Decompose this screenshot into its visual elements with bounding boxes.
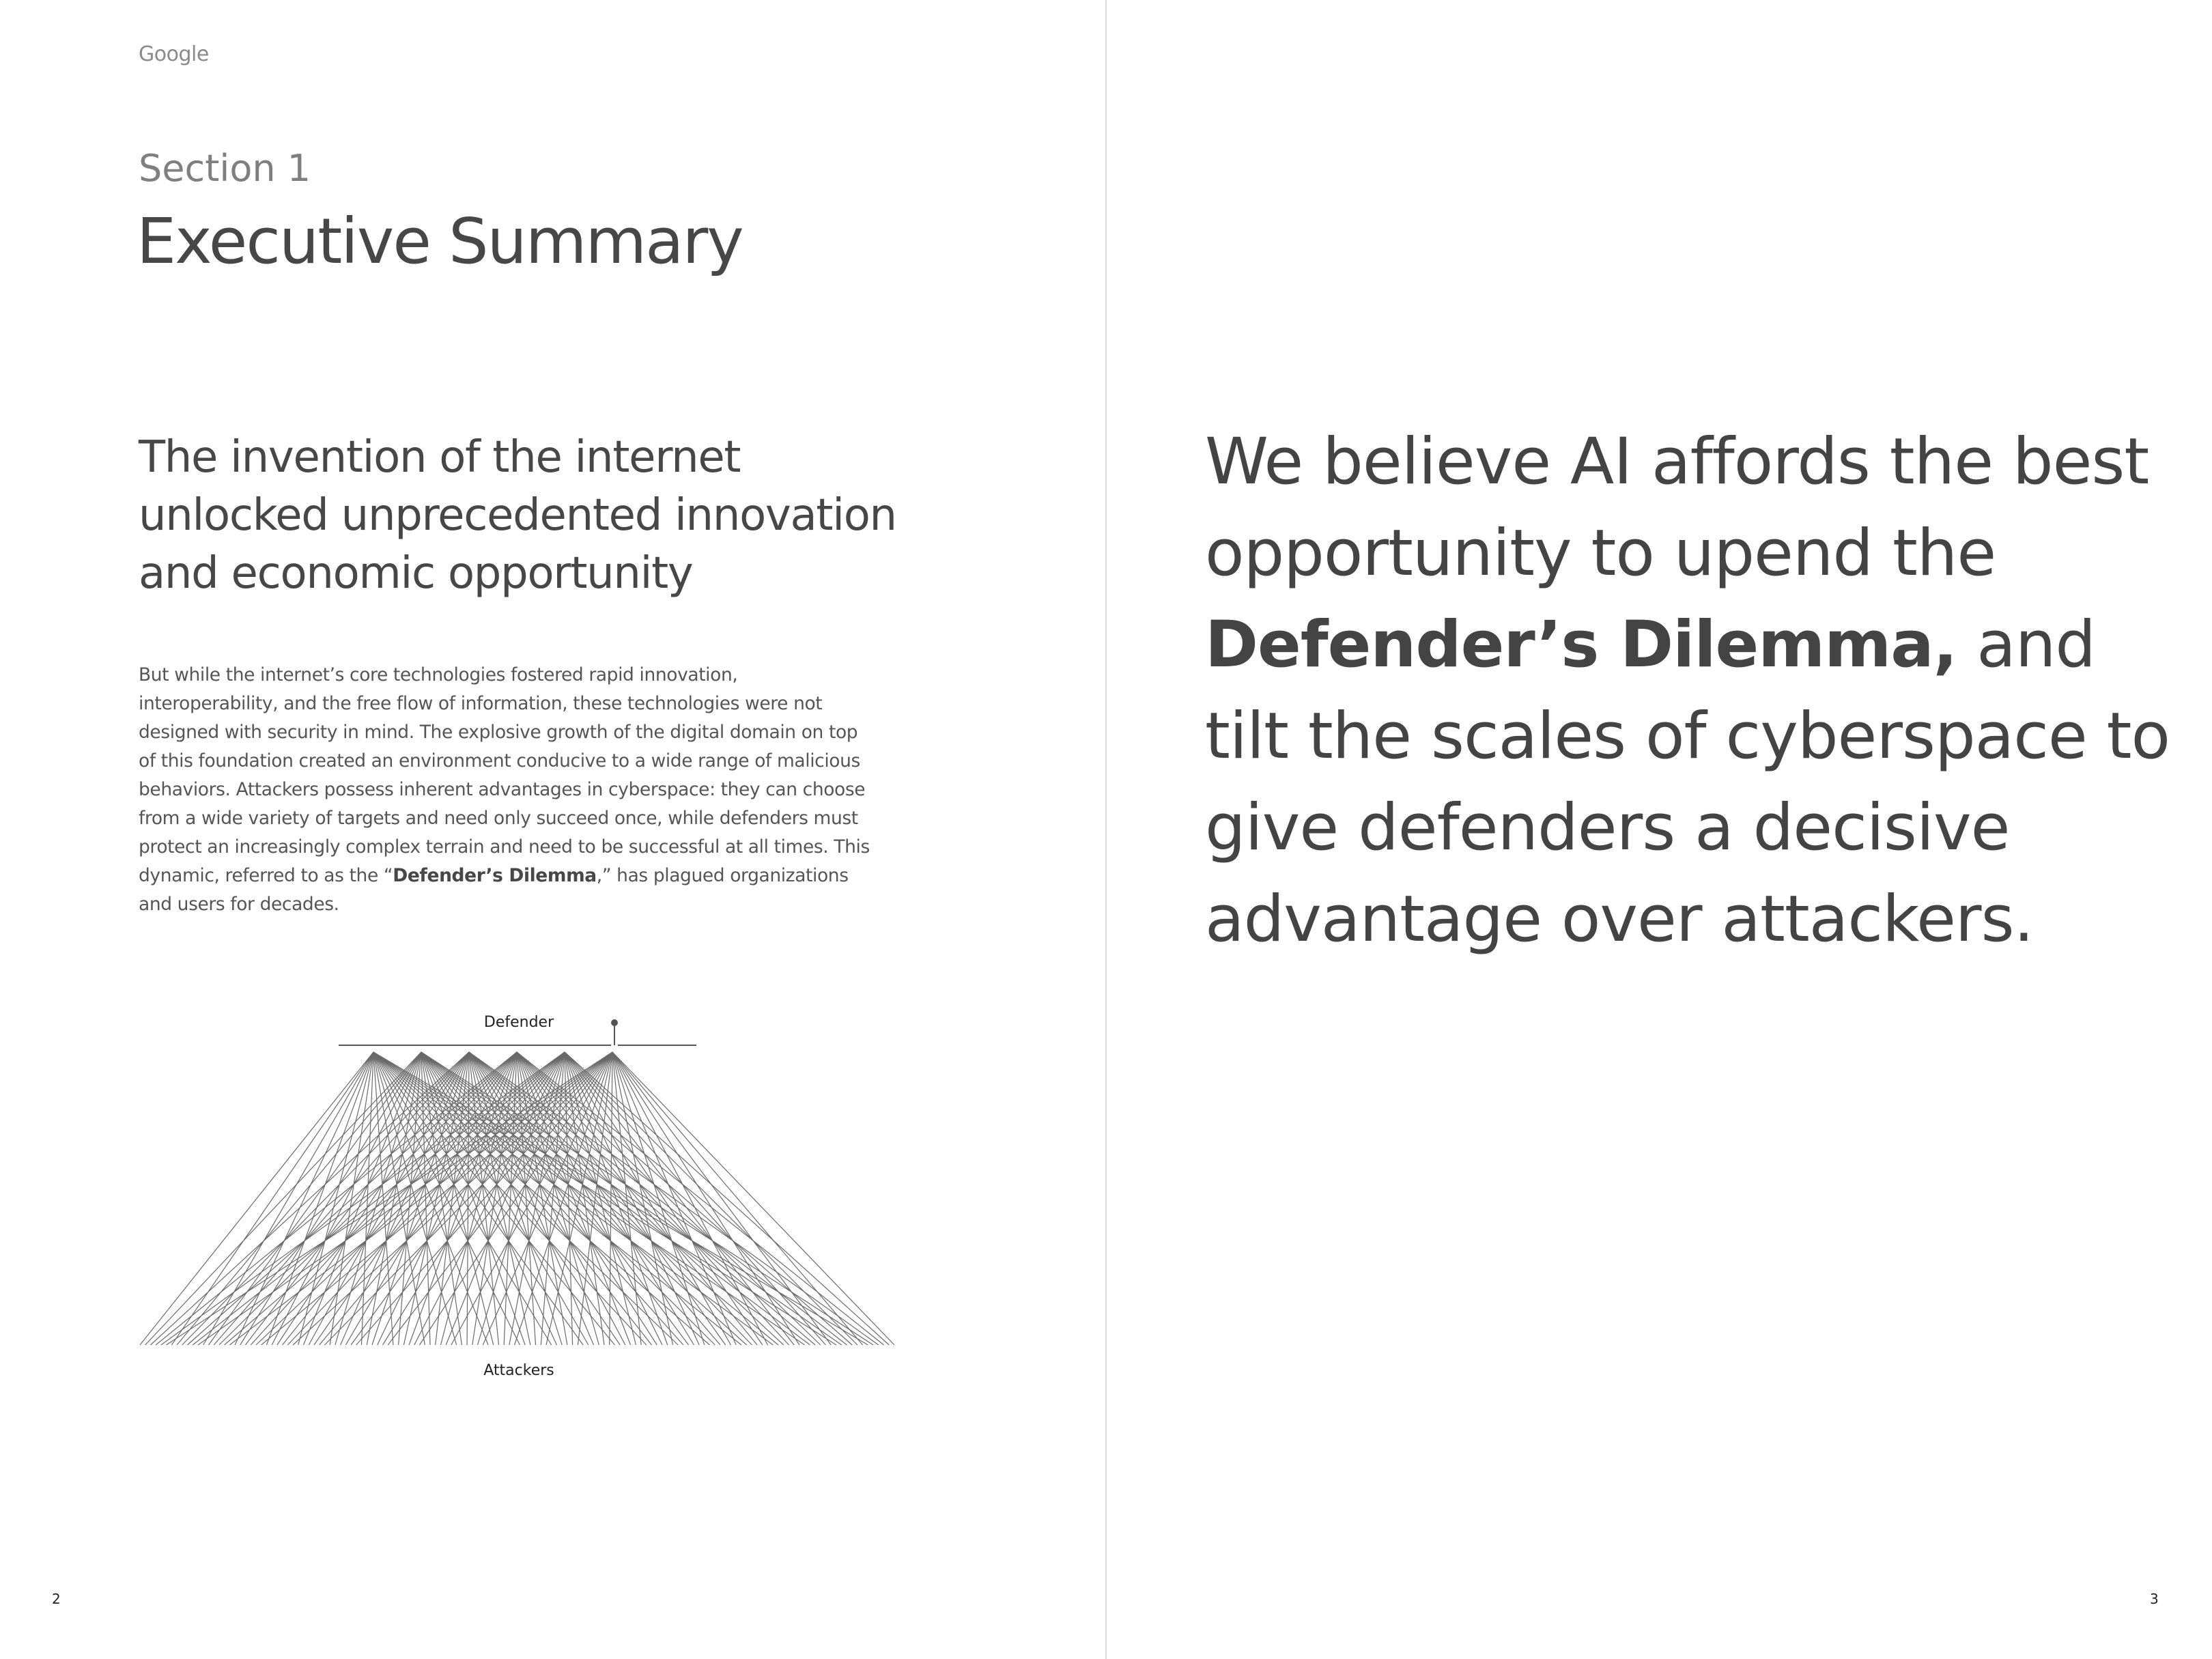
attack-line <box>373 1052 805 1345</box>
attack-line <box>140 1052 373 1345</box>
attack-line <box>517 1052 852 1345</box>
attack-line <box>517 1052 884 1345</box>
attack-line <box>612 1052 894 1345</box>
attack-line <box>612 1052 831 1345</box>
attack-line <box>177 1052 421 1345</box>
page-title: Executive Summary <box>137 205 743 278</box>
attack-lines-group <box>140 1052 894 1345</box>
attack-line <box>469 1052 752 1345</box>
right-page <box>1107 0 2212 1659</box>
attack-line <box>612 1052 863 1345</box>
quote-bold: Defender’s Dilemma, <box>1205 608 1957 682</box>
page-number-right: 3 <box>2150 1591 2159 1607</box>
attack-line <box>421 1052 778 1345</box>
body-text-part-1: But while the internet’s core technologies fostered rapid innovation, interoperability, and the free flow of information, these technologies were not designed with security in mind. The explosive growth of the digital domain on top of this foundation created an environment conducive to a wide range of malicious behaviors. Attackers possess inherent advantages in cyberspace: they can choose from a wide variety of targets and need only succeed once, while defenders must protect an increasingly complex terrain and need to be successful at all times. This dynamic, referred to as the “ <box>139 664 870 886</box>
attack-line <box>565 1052 668 1345</box>
attackers-label: Attackers <box>483 1362 554 1379</box>
attack-line <box>293 1052 612 1345</box>
attack-line <box>565 1052 826 1345</box>
attack-line <box>421 1052 683 1345</box>
attack-line <box>145 1052 421 1345</box>
body-text-bold: Defender’s Dilemma <box>393 865 597 886</box>
attack-line <box>193 1052 565 1345</box>
attack-line <box>421 1052 715 1345</box>
attack-line <box>373 1052 710 1345</box>
attack-line <box>283 1052 517 1345</box>
lead-heading: The invention of the internet unlocked unprecedented innovation and economic opportunity <box>139 432 896 599</box>
section-label: Section 1 <box>139 147 311 190</box>
google-logo: Google <box>139 42 209 66</box>
attack-line <box>171 1052 373 1345</box>
attack-line <box>373 1052 773 1345</box>
pull-quote <box>1205 416 2188 965</box>
attack-line <box>517 1052 821 1345</box>
defender-label: Defender <box>483 1014 554 1031</box>
attack-line <box>421 1052 810 1345</box>
attack-line <box>314 1052 517 1345</box>
attack-line <box>565 1052 857 1345</box>
body-text-part-2: ,” has plagued organizations and users for decades. <box>139 865 849 915</box>
attack-line <box>469 1052 879 1345</box>
attack-line <box>251 1052 517 1345</box>
attack-line <box>612 1052 768 1345</box>
attack-line <box>161 1052 565 1345</box>
attack-line <box>610 1052 612 1345</box>
defender-marker <box>611 1019 618 1026</box>
quote-part-1: We believe AI affords the best opportunity to upend the <box>1205 425 2149 591</box>
page-number-left: 2 <box>52 1591 61 1607</box>
quote-part-2: and tilt the scales of cyberspace to give defenders a decisive advantage over attackers. <box>1205 608 2170 956</box>
